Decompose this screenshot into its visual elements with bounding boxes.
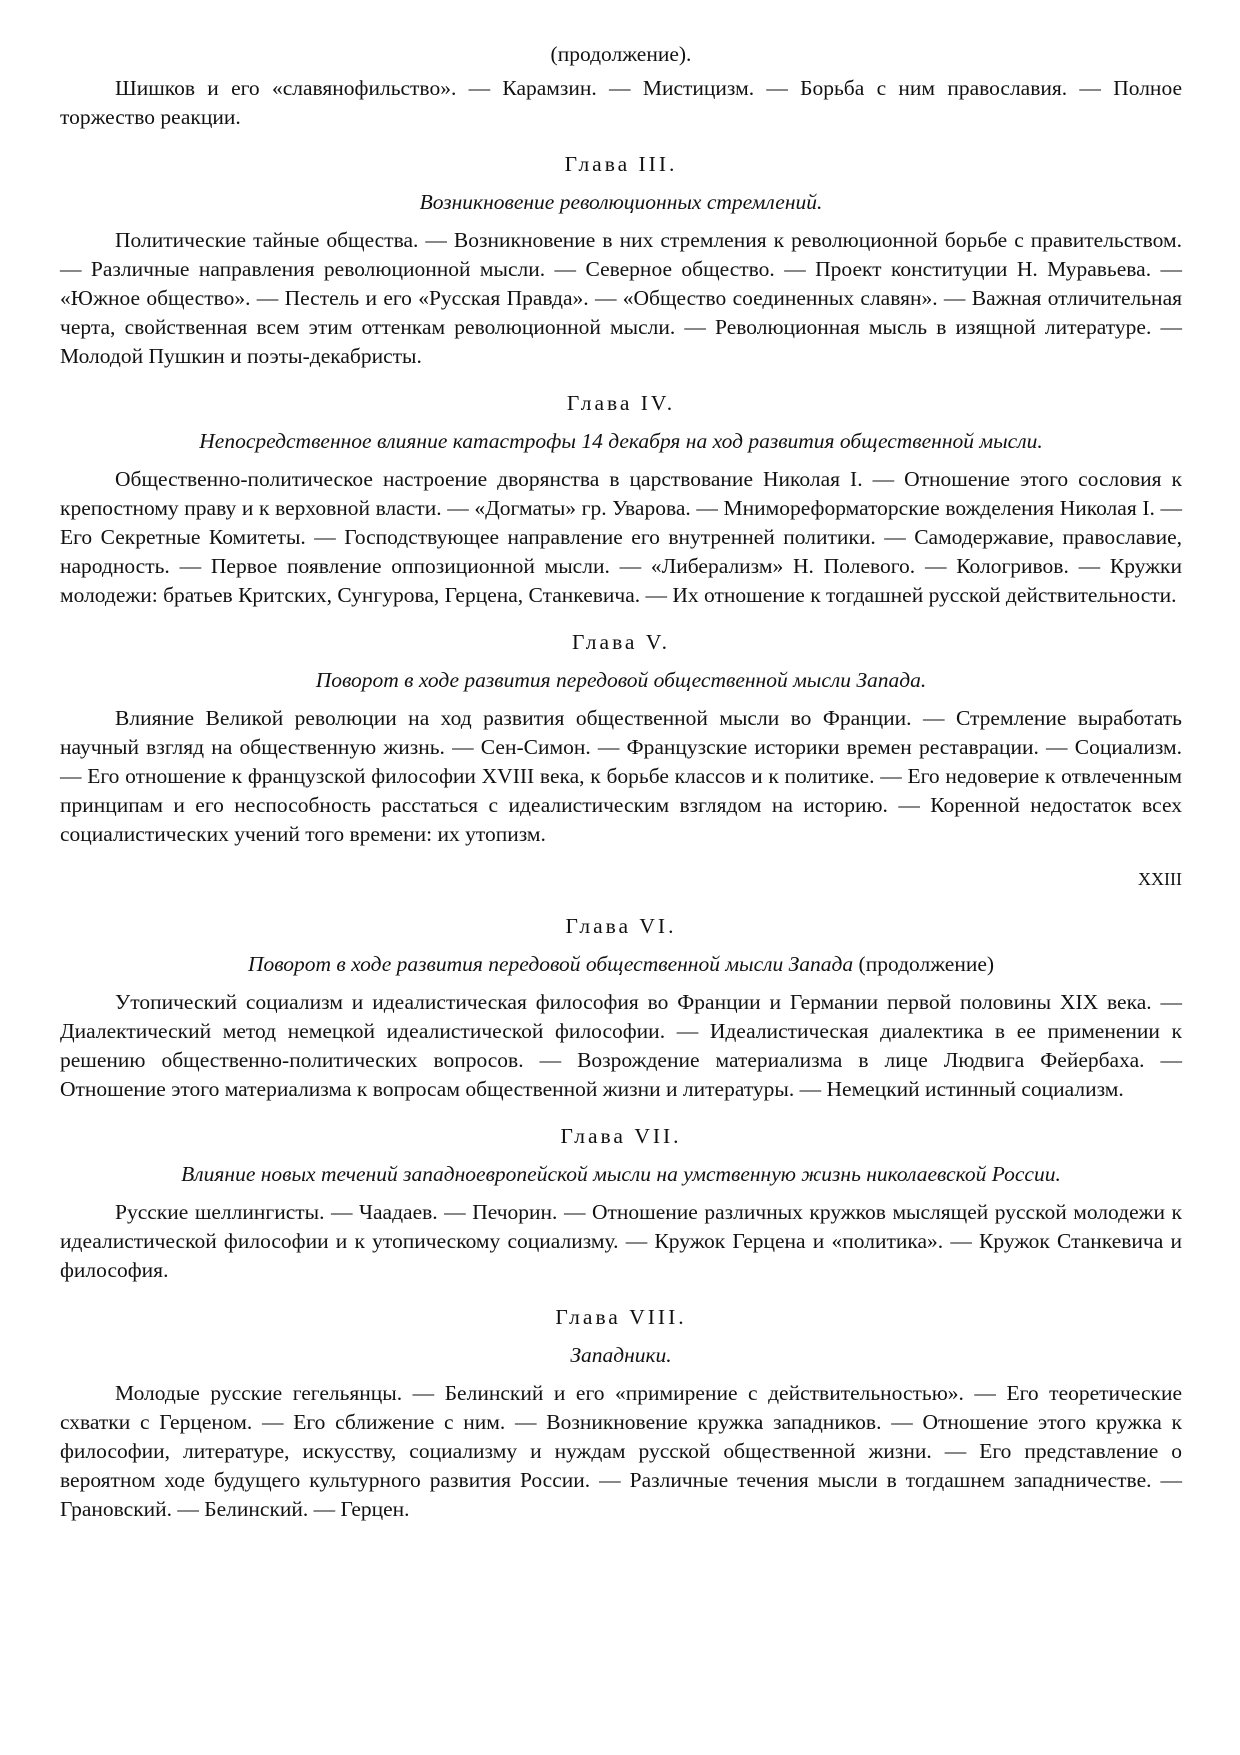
intro-paragraph: Шишков и его «славянофильство». — Карамзин. — Мистицизм. — Борьба с ним православия. — Полное торжество реакции. (60, 76, 1182, 129)
chapter-5-subtitle (60, 666, 1182, 695)
chapter-6-heading: Глава VI. (565, 914, 677, 938)
chapter-3-subtitle-text: Возникновение революционных стремлений. (419, 190, 823, 214)
chapter-6-subtitle-suffix: (продолжение) (853, 952, 995, 976)
chapter-5-heading: Глава V. (571, 630, 670, 654)
chapter-6-subtitle-text: Поворот в ходе развития передовой общественной мысли Запада (247, 952, 854, 976)
document-page (60, 40, 1182, 1524)
chapter-7-subtitle-text: Влияние новых течений западноевропейской мысли на умственную жизнь николаевской России. (181, 1162, 1061, 1186)
continuation-title: (продолжение). (550, 42, 692, 66)
chapter-4-subtitle-text: Непосредственное влияние катастрофы 14 декабря на ход развития общественной мысли. (199, 429, 1043, 453)
page-number: XXIII (1138, 869, 1182, 889)
chapter-4-subtitle (60, 427, 1182, 456)
chapter-8-summary: Молодые русские гегельянцы. — Белинский и его «примирение с действительностью». — Его теоретические схватки с Герценом. — Его сближение с ним. — Возникновение кружка западников. — Отношение этого кружка к философии, литературе, искусству, социализму и нуждам русской общественной жизни. — Его представление о вероятном ходе будущего культурного развития России. — Различные течения мысли в тогдашнем западничестве. — Грановский. — Белинский. — Герцен. (60, 1381, 1182, 1521)
chapter-6-subtitle (60, 950, 1182, 979)
chapter-8-subtitle-text: Западники. (570, 1343, 672, 1367)
chapter-8-subtitle (60, 1341, 1182, 1370)
chapter-7-heading: Глава VII. (560, 1124, 682, 1148)
chapter-5-summary: Влияние Великой революции на ход развития общественной мысли во Франции. — Стремление выработать научный взгляд на общественную жизнь. — Сен-Симон. — Французские историки времен реставрации. — Социализм. — Его отношение к французской философии XVIII века, к борьбе классов и к политике. — Его недоверие к отвлеченным принципам и его неспособность расстаться с идеалистическим взглядом на историю. — Коренной недостаток всех социалистических учений того времени: их утопизм. (60, 706, 1182, 846)
chapter-4-summary: Общественно-политическое настроение дворянства в царствование Николая I. — Отношение этого сословия к крепостному праву и к верховной власти. — «Догматы» гр. Уварова. — Мнимореформаторские вожделения Николая I. — Его Секретные Комитеты. — Господствующее направление его внутренней политики. — Самодержавие, православие, народность. — Первое появление оппозиционной мысли. — «Либерализм» Н. Полевого. — Кологривов. — Кружки молодежи: братьев Критских, Сунгурова, Герцена, Станкевича. — Их отношение к тогдашней русской действительности. (60, 467, 1182, 607)
chapter-7-subtitle (60, 1160, 1182, 1189)
chapter-4-heading: Глава IV. (566, 391, 676, 415)
chapter-8-heading: Глава VIII. (555, 1305, 687, 1329)
chapter-6-summary: Утопический социализм и идеалистическая философия во Франции и Германии первой половины XIX века. — Диалектический метод немецкой идеалистической философии. — Идеалистическая диалектика в ее применении к решению общественно-политических вопросов. — Возрождение материализма в лице Людвига Фейербаха. — Отношение этого материализма к вопросам общественной жизни и литературы. — Немецкий истинный социализм. (60, 990, 1182, 1101)
chapter-5-subtitle-text: Поворот в ходе развития передовой общественной мысли Запада. (315, 668, 927, 692)
chapter-3-summary: Политические тайные общества. — Возникновение в них стремления к революционной борьбе с правительством. — Различные направления революционной мысли. — Северное общество. — Проект конституции Н. Муравьева. — «Южное общество». — Пестель и его «Русская Правда». — «Общество соединенных славян». — Важная отличительная черта, свойственная всем этим оттенкам революционной мысли. — Революционная мысль в изящной литературе. — Молодой Пушкин и поэты-декабристы. (60, 228, 1182, 368)
chapter-3-subtitle (60, 188, 1182, 217)
chapter-3-heading: Глава III. (564, 152, 678, 176)
chapter-7-summary: Русские шеллингисты. — Чаадаев. — Печорин. — Отношение различных кружков мыслящей русской молодежи к идеалистической философии и к утопическому социализму. — Кружок Герцена и «политика». — Кружок Станкевича и философия. (60, 1200, 1182, 1282)
